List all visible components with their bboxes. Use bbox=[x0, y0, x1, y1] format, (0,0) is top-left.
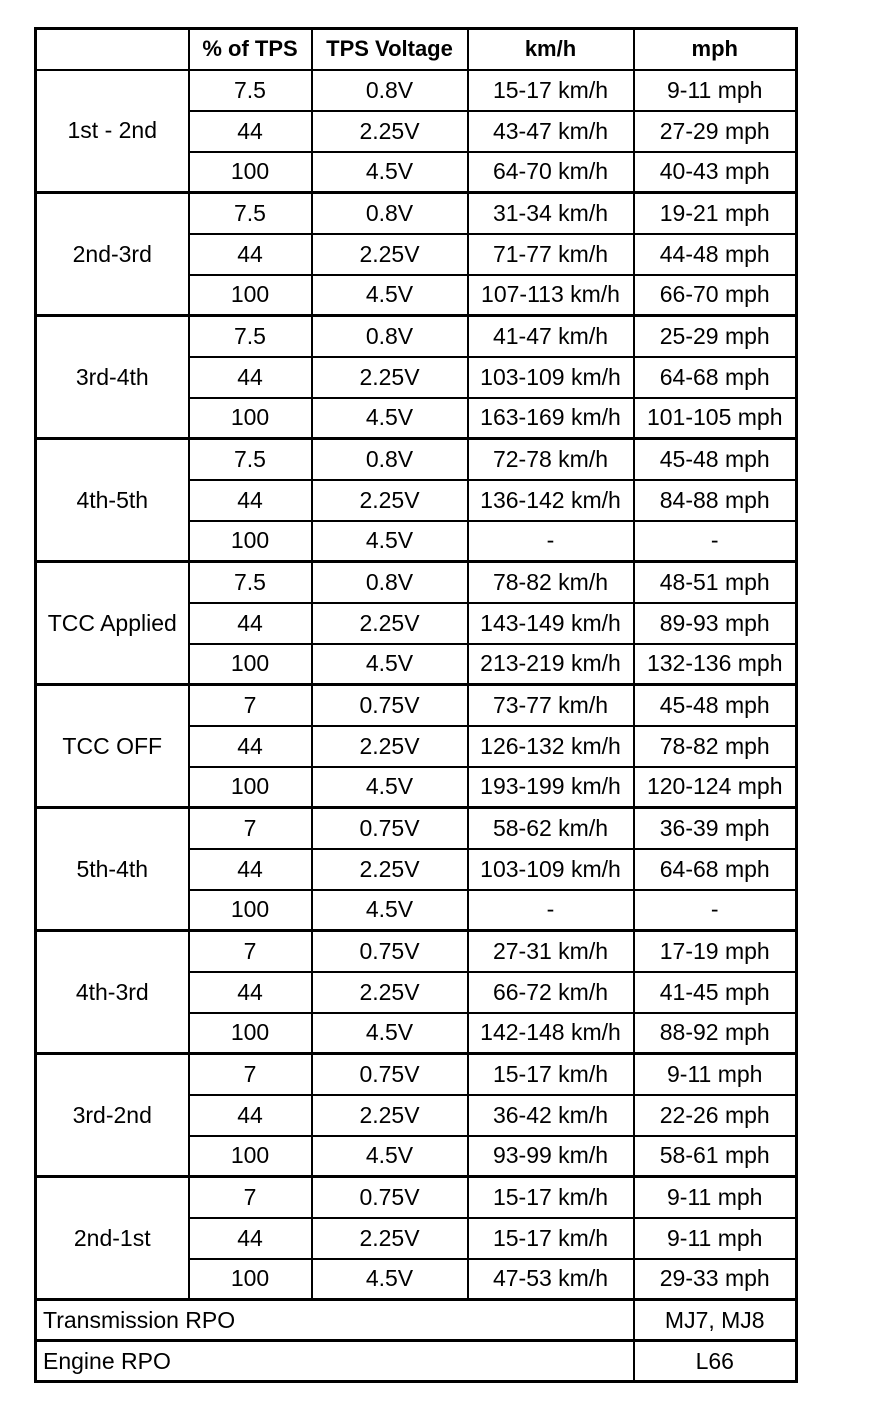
tps-percent-cell: 44 bbox=[189, 726, 312, 767]
rpo-row bbox=[36, 1341, 797, 1382]
tps-voltage-cell: 2.25V bbox=[312, 111, 468, 152]
kmh-cell: 72-78 km/h bbox=[468, 439, 634, 480]
tps-percent-cell: 44 bbox=[189, 603, 312, 644]
tps-percent-cell: 7 bbox=[189, 1177, 312, 1218]
tps-voltage-cell: 4.5V bbox=[312, 1013, 468, 1054]
tps-voltage-cell: 0.75V bbox=[312, 1054, 468, 1095]
kmh-cell: 15-17 km/h bbox=[468, 1177, 634, 1218]
mph-cell: 40-43 mph bbox=[634, 152, 797, 193]
mph-cell: 27-29 mph bbox=[634, 111, 797, 152]
header-cell-kmh: km/h bbox=[468, 29, 634, 70]
shift-range-label: 3rd-4th bbox=[36, 316, 189, 439]
tps-voltage-cell: 0.8V bbox=[312, 316, 468, 357]
mph-cell: 64-68 mph bbox=[634, 357, 797, 398]
mph-cell: 41-45 mph bbox=[634, 972, 797, 1013]
kmh-cell: 136-142 km/h bbox=[468, 480, 634, 521]
tps-percent-cell: 44 bbox=[189, 357, 312, 398]
tps-voltage-cell: 4.5V bbox=[312, 644, 468, 685]
tps-voltage-cell: 2.25V bbox=[312, 480, 468, 521]
kmh-cell: 126-132 km/h bbox=[468, 726, 634, 767]
shift-range-label: TCC Applied bbox=[36, 562, 189, 685]
mph-cell: 9-11 mph bbox=[634, 1218, 797, 1259]
kmh-cell: 93-99 km/h bbox=[468, 1136, 634, 1177]
tps-percent-cell: 100 bbox=[189, 1259, 312, 1300]
kmh-cell: 107-113 km/h bbox=[468, 275, 634, 316]
table-row bbox=[36, 562, 797, 603]
tps-voltage-cell: 4.5V bbox=[312, 152, 468, 193]
header-cell-tps-percent: % of TPS bbox=[189, 29, 312, 70]
tps-voltage-cell: 4.5V bbox=[312, 1259, 468, 1300]
mph-cell: 88-92 mph bbox=[634, 1013, 797, 1054]
mph-cell: 22-26 mph bbox=[634, 1095, 797, 1136]
tps-voltage-cell: 0.75V bbox=[312, 1177, 468, 1218]
tps-voltage-cell: 4.5V bbox=[312, 521, 468, 562]
tps-voltage-cell: 2.25V bbox=[312, 1218, 468, 1259]
tps-voltage-cell: 4.5V bbox=[312, 767, 468, 808]
mph-cell: 132-136 mph bbox=[634, 644, 797, 685]
tps-percent-cell: 100 bbox=[189, 398, 312, 439]
tps-percent-cell: 7 bbox=[189, 808, 312, 849]
mph-cell: - bbox=[634, 521, 797, 562]
kmh-cell: 27-31 km/h bbox=[468, 931, 634, 972]
tps-voltage-cell: 0.8V bbox=[312, 562, 468, 603]
tps-percent-cell: 100 bbox=[189, 890, 312, 931]
mph-cell: 58-61 mph bbox=[634, 1136, 797, 1177]
table-body bbox=[36, 70, 797, 1382]
tps-percent-cell: 100 bbox=[189, 1013, 312, 1054]
table-row bbox=[36, 70, 797, 111]
table-row bbox=[36, 931, 797, 972]
tps-voltage-cell: 0.8V bbox=[312, 70, 468, 111]
shift-range-label: 3rd-2nd bbox=[36, 1054, 189, 1177]
mph-cell: 84-88 mph bbox=[634, 480, 797, 521]
mph-cell: 17-19 mph bbox=[634, 931, 797, 972]
rpo-label: Transmission RPO bbox=[36, 1300, 634, 1341]
table-row bbox=[36, 808, 797, 849]
mph-cell: 78-82 mph bbox=[634, 726, 797, 767]
shift-range-label: 5th-4th bbox=[36, 808, 189, 931]
kmh-cell: 103-109 km/h bbox=[468, 849, 634, 890]
tps-voltage-cell: 2.25V bbox=[312, 726, 468, 767]
tps-voltage-cell: 2.25V bbox=[312, 603, 468, 644]
tps-percent-cell: 44 bbox=[189, 234, 312, 275]
mph-cell: 45-48 mph bbox=[634, 439, 797, 480]
mph-cell: 29-33 mph bbox=[634, 1259, 797, 1300]
kmh-cell: 64-70 km/h bbox=[468, 152, 634, 193]
tps-percent-cell: 44 bbox=[189, 972, 312, 1013]
kmh-cell: 15-17 km/h bbox=[468, 70, 634, 111]
mph-cell: 44-48 mph bbox=[634, 234, 797, 275]
tps-percent-cell: 100 bbox=[189, 152, 312, 193]
shift-range-label: 4th-3rd bbox=[36, 931, 189, 1054]
tps-voltage-cell: 2.25V bbox=[312, 972, 468, 1013]
tps-percent-cell: 100 bbox=[189, 1136, 312, 1177]
kmh-cell: 78-82 km/h bbox=[468, 562, 634, 603]
tps-percent-cell: 100 bbox=[189, 644, 312, 685]
header-row bbox=[36, 29, 797, 70]
kmh-cell: 31-34 km/h bbox=[468, 193, 634, 234]
kmh-cell: 15-17 km/h bbox=[468, 1054, 634, 1095]
rpo-label: Engine RPO bbox=[36, 1341, 634, 1382]
tps-voltage-cell: 2.25V bbox=[312, 357, 468, 398]
tps-percent-cell: 7.5 bbox=[189, 193, 312, 234]
kmh-cell: 143-149 km/h bbox=[468, 603, 634, 644]
mph-cell: 19-21 mph bbox=[634, 193, 797, 234]
table-row bbox=[36, 1054, 797, 1095]
tps-voltage-cell: 0.75V bbox=[312, 808, 468, 849]
rpo-value: L66 bbox=[634, 1341, 797, 1382]
mph-cell: 66-70 mph bbox=[634, 275, 797, 316]
kmh-cell: 142-148 km/h bbox=[468, 1013, 634, 1054]
kmh-cell: - bbox=[468, 521, 634, 562]
shift-range-label: 1st - 2nd bbox=[36, 70, 189, 193]
tps-percent-cell: 7.5 bbox=[189, 70, 312, 111]
kmh-cell: 103-109 km/h bbox=[468, 357, 634, 398]
kmh-cell: 66-72 km/h bbox=[468, 972, 634, 1013]
shift-range-label: 2nd-3rd bbox=[36, 193, 189, 316]
table-row bbox=[36, 685, 797, 726]
mph-cell: - bbox=[634, 890, 797, 931]
tps-voltage-cell: 0.75V bbox=[312, 685, 468, 726]
tps-percent-cell: 7.5 bbox=[189, 439, 312, 480]
tps-voltage-cell: 2.25V bbox=[312, 234, 468, 275]
kmh-cell: 213-219 km/h bbox=[468, 644, 634, 685]
tps-percent-cell: 44 bbox=[189, 1095, 312, 1136]
kmh-cell: 15-17 km/h bbox=[468, 1218, 634, 1259]
kmh-cell: 163-169 km/h bbox=[468, 398, 634, 439]
kmh-cell: 47-53 km/h bbox=[468, 1259, 634, 1300]
tps-percent-cell: 44 bbox=[189, 480, 312, 521]
tps-voltage-cell: 2.25V bbox=[312, 1095, 468, 1136]
kmh-cell: - bbox=[468, 890, 634, 931]
rpo-value: MJ7, MJ8 bbox=[634, 1300, 797, 1341]
tps-voltage-cell: 4.5V bbox=[312, 1136, 468, 1177]
table-row bbox=[36, 193, 797, 234]
mph-cell: 45-48 mph bbox=[634, 685, 797, 726]
tps-voltage-cell: 0.8V bbox=[312, 439, 468, 480]
kmh-cell: 71-77 km/h bbox=[468, 234, 634, 275]
header-cell-mph: mph bbox=[634, 29, 797, 70]
tps-percent-cell: 100 bbox=[189, 767, 312, 808]
tps-voltage-cell: 0.8V bbox=[312, 193, 468, 234]
tps-voltage-cell: 4.5V bbox=[312, 398, 468, 439]
mph-cell: 9-11 mph bbox=[634, 70, 797, 111]
tps-voltage-cell: 4.5V bbox=[312, 275, 468, 316]
kmh-cell: 43-47 km/h bbox=[468, 111, 634, 152]
header-cell-range bbox=[36, 29, 189, 70]
header-cell-tps-voltage: TPS Voltage bbox=[312, 29, 468, 70]
tps-percent-cell: 44 bbox=[189, 111, 312, 152]
shift-range-label: 4th-5th bbox=[36, 439, 189, 562]
shift-speed-table bbox=[34, 27, 798, 1383]
mph-cell: 89-93 mph bbox=[634, 603, 797, 644]
shift-range-label: TCC OFF bbox=[36, 685, 189, 808]
table-row bbox=[36, 1177, 797, 1218]
mph-cell: 48-51 mph bbox=[634, 562, 797, 603]
rpo-row bbox=[36, 1300, 797, 1341]
table-row bbox=[36, 439, 797, 480]
tps-voltage-cell: 0.75V bbox=[312, 931, 468, 972]
tps-percent-cell: 44 bbox=[189, 849, 312, 890]
kmh-cell: 36-42 km/h bbox=[468, 1095, 634, 1136]
tps-percent-cell: 100 bbox=[189, 275, 312, 316]
table-row bbox=[36, 316, 797, 357]
mph-cell: 36-39 mph bbox=[634, 808, 797, 849]
tps-voltage-cell: 2.25V bbox=[312, 849, 468, 890]
tps-percent-cell: 7.5 bbox=[189, 316, 312, 357]
mph-cell: 25-29 mph bbox=[634, 316, 797, 357]
mph-cell: 9-11 mph bbox=[634, 1054, 797, 1095]
mph-cell: 9-11 mph bbox=[634, 1177, 797, 1218]
tps-percent-cell: 100 bbox=[189, 521, 312, 562]
tps-voltage-cell: 4.5V bbox=[312, 890, 468, 931]
kmh-cell: 193-199 km/h bbox=[468, 767, 634, 808]
shift-range-label: 2nd-1st bbox=[36, 1177, 189, 1300]
kmh-cell: 73-77 km/h bbox=[468, 685, 634, 726]
tps-percent-cell: 7 bbox=[189, 1054, 312, 1095]
tps-percent-cell: 44 bbox=[189, 1218, 312, 1259]
kmh-cell: 41-47 km/h bbox=[468, 316, 634, 357]
tps-percent-cell: 7 bbox=[189, 931, 312, 972]
tps-percent-cell: 7 bbox=[189, 685, 312, 726]
kmh-cell: 58-62 km/h bbox=[468, 808, 634, 849]
mph-cell: 120-124 mph bbox=[634, 767, 797, 808]
mph-cell: 101-105 mph bbox=[634, 398, 797, 439]
mph-cell: 64-68 mph bbox=[634, 849, 797, 890]
tps-percent-cell: 7.5 bbox=[189, 562, 312, 603]
